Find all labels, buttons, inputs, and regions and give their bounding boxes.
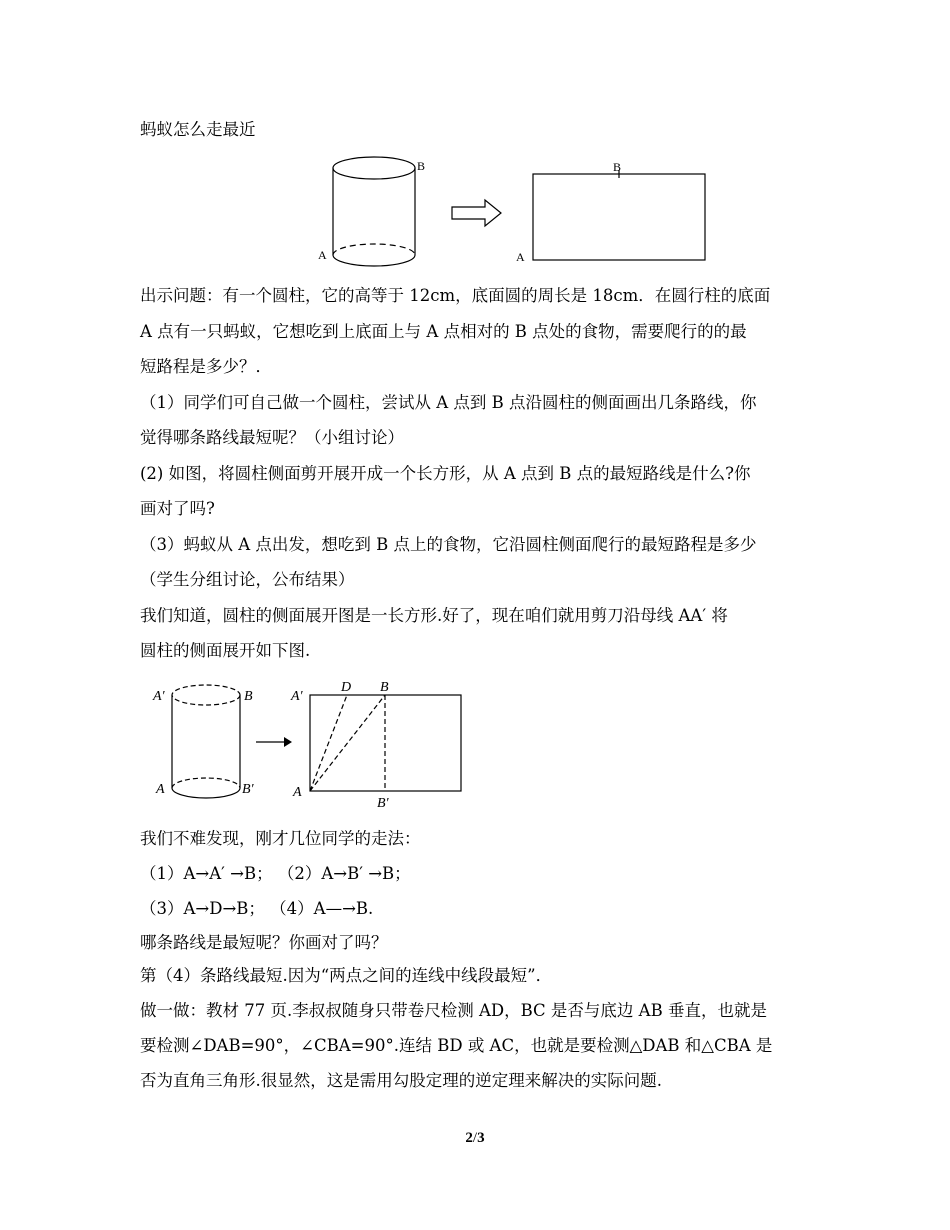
paragraph-line: A 点有一只蚂蚁，它想吃到上底面上与 A 点相对的 B 点处的食物，需要爬行的的最 [140, 322, 747, 341]
unfold-arrow-icon [452, 200, 501, 226]
figure1-label-b-cylinder: B [417, 159, 426, 173]
figure2-rect-label-b: B [380, 680, 389, 695]
paragraph-line: 画对了吗? [140, 499, 215, 518]
cylinder-top-ellipse [333, 157, 415, 179]
path-a-to-b [310, 695, 385, 791]
arrow-right-icon [284, 737, 292, 747]
paragraph-line: 第（4）条路线最短.因为“两点之间的连线中线段最短”． [140, 966, 553, 985]
figure2-rect-label-b-prime: B′ [377, 796, 389, 811]
paragraph-line: 要检测∠DAB=90°，∠CBA=90°.连结 BD 或 AC，也就是要检测△DAB 和△CBA 是 [140, 1036, 773, 1055]
figure1-label-a-rectangle: A [516, 250, 525, 264]
figure1-label-b-rectangle: B [613, 160, 622, 174]
figure2-label-b: B [244, 689, 253, 704]
figure-unfold-paths [150, 676, 470, 811]
paragraph-line: 否为直角三角形.很显然，这是需用勾股定理的逆定理来解决的实际问题. [140, 1071, 662, 1090]
paragraph-line: (2) 如图，将圆柱侧面剪开展开成一个长方形，从 A 点到 B 点的最短路线是什么?你 [140, 464, 751, 483]
figure2-rect-label-d: D [341, 680, 352, 695]
figure2-label-a: A [156, 782, 165, 797]
section-heading: 蚂蚁怎么走最近 [140, 120, 256, 139]
paragraph-line: （3）A→D→B； （4）A—→B. [140, 899, 374, 918]
paragraph-line: （1）同学们可自己做一个圆柱，尝试从 A 点到 B 点沿圆柱的侧面画出几条路线，你 [140, 393, 757, 412]
paragraph-line: 我们知道，圆柱的侧面展开图是一长方形.好了，现在咱们就用剪刀沿母线 AA′ 将 [140, 606, 728, 625]
page-total: 3 [477, 1130, 485, 1146]
paragraph-line: （1）A→A′ →B； （2）A→B′ →B； [140, 864, 411, 883]
paragraph-line: 哪条路线是最短呢？你画对了吗？ [140, 933, 388, 952]
figure2-rect-label-a-prime: A′ [291, 689, 303, 704]
figure2-label-b-prime: B′ [242, 782, 254, 797]
cylinder2-top-ellipse [172, 685, 240, 705]
cylinder-bottom-back-arc [333, 244, 415, 255]
paragraph-line: 觉得哪条路线最短呢？（小组讨论） [140, 428, 404, 447]
paragraph-line: （3）蚂蚁从 A 点出发，想吃到 B 点上的食物，它沿圆柱侧面爬行的最短路程是多少 [140, 535, 757, 554]
paragraph-line: 我们不难发现，刚才几位同学的走法： [140, 829, 421, 848]
page-separator: / [472, 1130, 478, 1146]
paragraph-line: 出示问题：有一个圆柱，它的高等于 12cm，底面圆的周长是 18cm．在圆行柱的底面 [140, 286, 771, 305]
figure1-label-a-cylinder: A [318, 248, 327, 262]
cylinder2-bottom-back-arc [172, 778, 240, 788]
figure2-rect-label-a: A [293, 785, 302, 800]
unfolded-rectangle [533, 174, 705, 260]
figure2-label-a-prime: A′ [153, 689, 165, 704]
page-number [0, 1130, 950, 1147]
paragraph-line: 圆柱的侧面展开如下图. [140, 641, 311, 660]
page-current: 2 [465, 1130, 473, 1146]
paragraph-line: 做一做：教材 77 页.李叔叔随身只带卷尺检测 AD，BC 是否与底边 AB 垂直，也就是 [140, 1001, 767, 1020]
cylinder-bottom-front-arc [333, 255, 415, 266]
path-a-to-d [310, 695, 347, 791]
paragraph-line: （学生分组讨论，公布结果） [140, 570, 355, 589]
paragraph-line: 短路程是多少？． [140, 357, 272, 376]
cylinder2-bottom-front-arc [172, 788, 240, 798]
figure-cylinder-unfold [300, 150, 730, 275]
